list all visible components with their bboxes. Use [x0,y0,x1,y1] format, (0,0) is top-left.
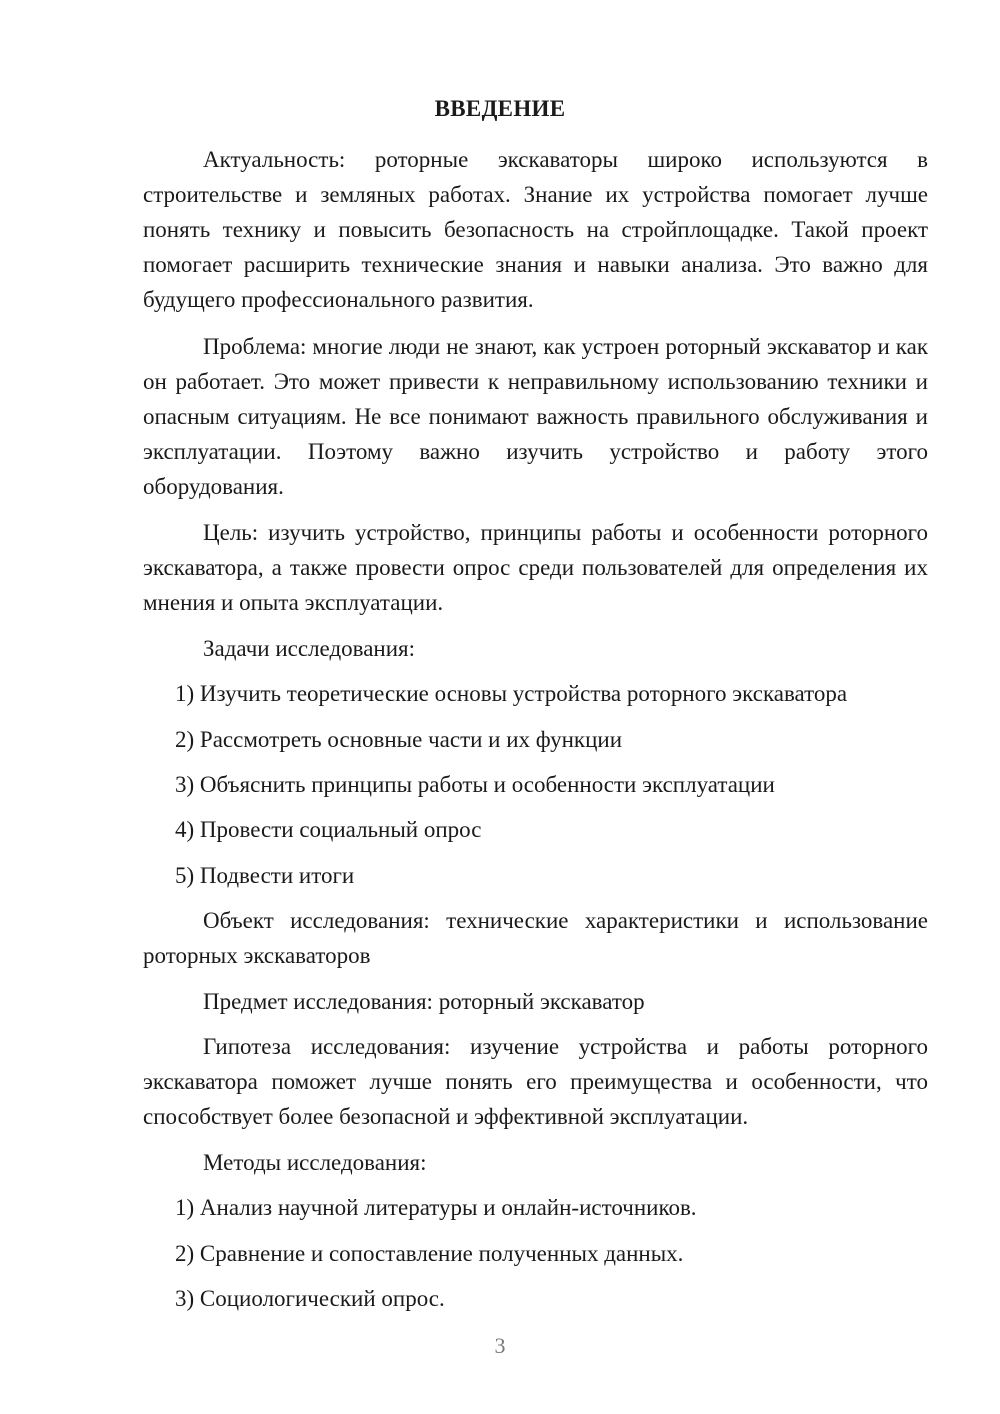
list-item: 3) Объяснить принципы работы и особенности эксплуатации [175,772,775,797]
list-item: 3) Социологический опрос. [175,1286,445,1311]
methods-heading: Методы исследования: [203,1150,427,1175]
list-item: 4) Провести социальный опрос [175,817,482,842]
list-item: 2) Сравнение и сопоставление полученных данных. [175,1241,684,1266]
list-item: 2) Рассмотреть основные части и их функции [175,727,623,752]
hypothesis-paragraph: Гипотеза исследования: изучение устройства и работы роторного экскаватора поможет лучше понять его преимущества и особенности, что способствует более безопасной и эффективной эксплуатации. [143,1034,928,1129]
relevance-paragraph: Актуальность: роторные экскаваторы широко используются в строительстве и земляных работах. Знание их устройства помогает лучше понять технику и повысить безопасность на стройплощадке. Такой проект помогает расширить технические знания и навыки анализа. Это важно для будущего профессионального развития. [143,147,928,312]
page-number: 3 [494,1333,506,1358]
list-item: 1) Анализ научной литературы и онлайн-источников. [175,1195,697,1220]
list-item: 1) Изучить теоретические основы устройства роторного экскаватора [175,681,848,706]
section-title: ВВЕДЕНИЕ [434,96,566,121]
goal-paragraph: Цель: изучить устройство, принципы работы и особенности роторного экскаватора, а также провести опрос среди пользователей для определения их мнения и опыта эксплуатации. [143,520,928,615]
tasks-heading: Задачи исследования: [203,636,416,661]
problem-paragraph: Проблема: многие люди не знают, как устроен роторный экскаватор и как он работает. Это может привести к неправильному использованию техники и опасным ситуациям. Не все понимают важность правильного обслуживания и эксплуатации. Поэтому важно изучить устройство и работу этого оборудования. [143,334,928,499]
subject-paragraph: Предмет исследования: роторный экскаватор [203,989,645,1014]
object-paragraph: Объект исследования: технические характеристики и использование роторных экскаваторов [143,908,928,968]
list-item: 5) Подвести итоги [175,863,355,888]
